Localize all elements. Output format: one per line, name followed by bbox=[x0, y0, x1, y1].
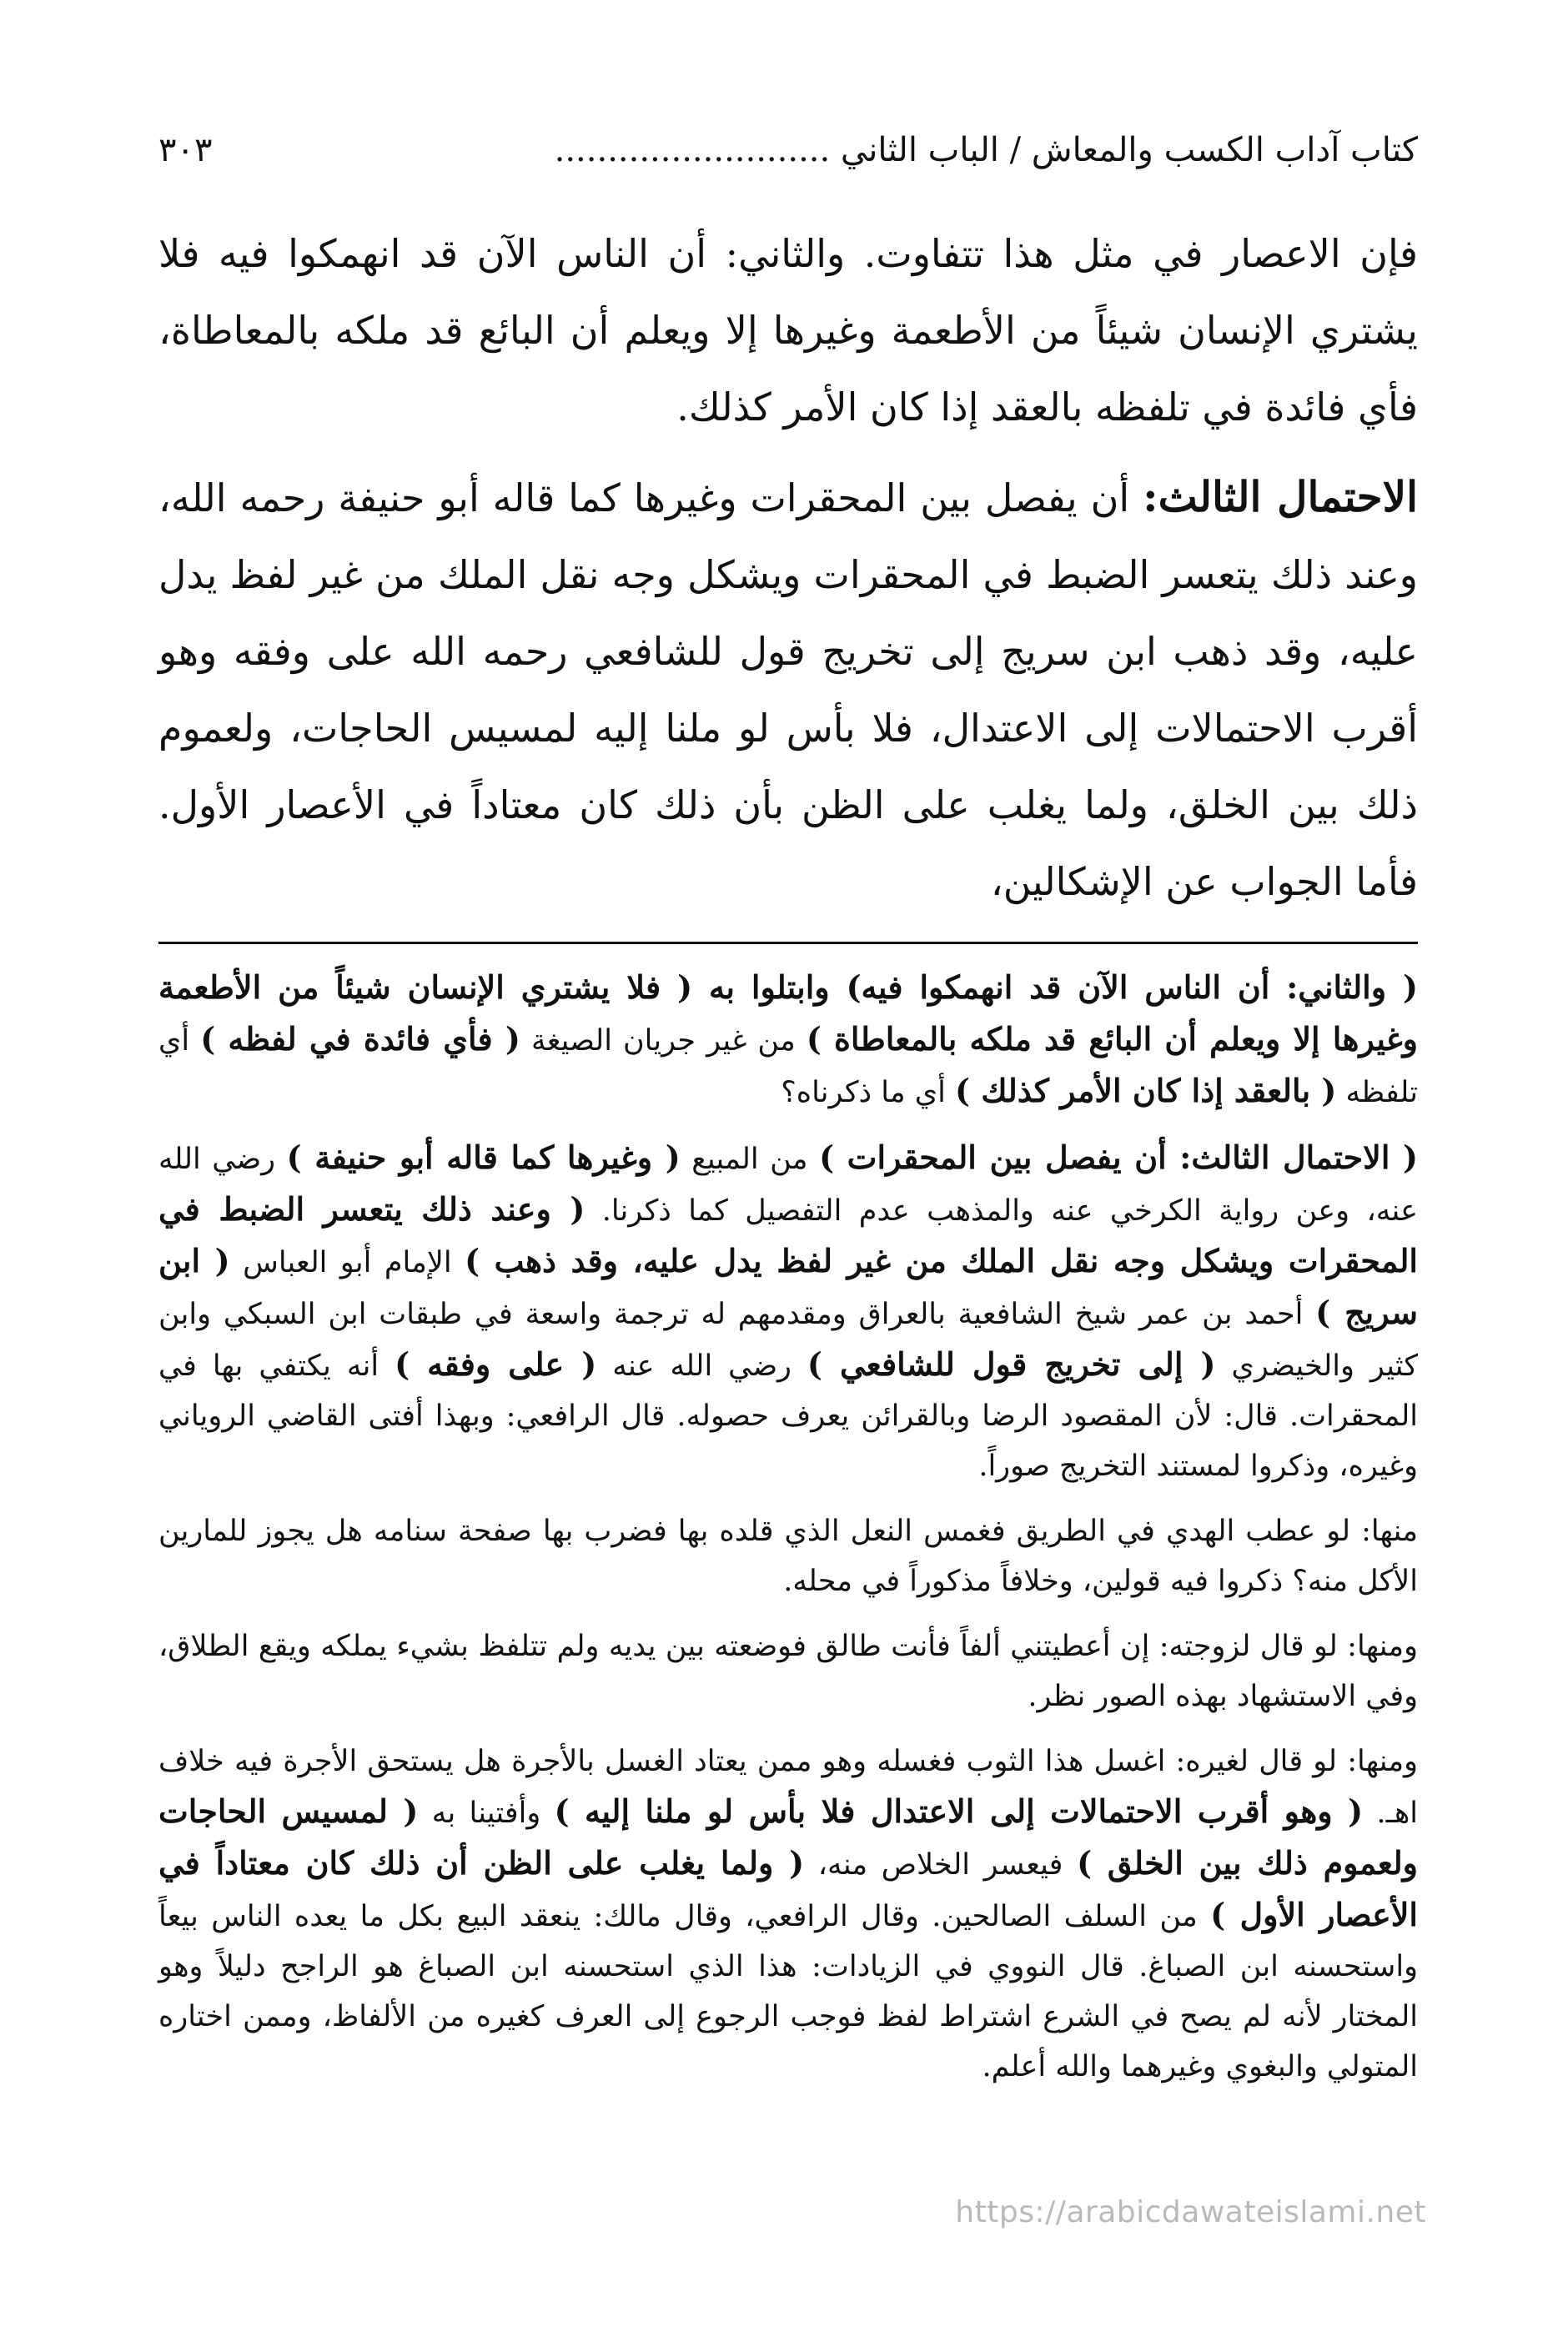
commentary-text: من المبيع bbox=[680, 1143, 820, 1176]
main-paragraph bbox=[158, 459, 1418, 920]
quoted-text: ( والثاني: أن الناس الآن قد انهمكوا فيه) وابتلوا به bbox=[692, 968, 1418, 1006]
quoted-text: ( فلا يشتري الإنسان شيئاً من الأطعمة وغيرها إلا ويعلم أن البائع قد ملكه بالمعاطاة ) bbox=[158, 968, 1419, 1058]
footnote-paragraph bbox=[158, 1736, 1418, 2092]
quoted-text: ( على وفقه ) bbox=[395, 1345, 597, 1383]
footnote-paragraph bbox=[158, 1133, 1418, 1491]
page-number: ٣٠٣ bbox=[158, 131, 213, 169]
quoted-text: ( ابن سريج ) bbox=[158, 1242, 1418, 1331]
book-page bbox=[158, 125, 1418, 2092]
commentary-text: الإمام أبو العباس bbox=[229, 1246, 465, 1279]
commentary-text: وأفتينا به bbox=[418, 1797, 555, 1830]
footnote-paragraph: ومنها: لو قال لزوجته: إن أعطيتني ألفاً فأنت طالق فوضعته بين يديه ولم تتلفظ بشيء يملكه ويقع الطلاق، وفي الاستشهاد بهذه الصور نظر. bbox=[158, 1630, 1418, 1713]
commentary-text: رضي الله عنه bbox=[596, 1349, 807, 1383]
main-text bbox=[158, 215, 1418, 920]
paragraph-text: أن يفصل بين المحقرات وغيرها كما قاله أبو حنيفة رحمه الله، وعند ذلك يتعسر الضبط في المحقرات ويشكل وجه نقل الملك من غير لفظ يدل عليه، وقد ذهب ابن سريج إلى تخريج قول للشافعي رحمه الله على وفقه وهو أقرب الاحتمالات إلى الاعتدال، فلا بأس لو ملنا إليه لمسيس الحاجات، ولعموم ذلك بين الخلق، ولما يغلب على الظن بأن ذلك كان معتاداً في الأعصار الأول. فأما الجواب عن الإشكالين، bbox=[158, 475, 1418, 904]
quoted-text: ( وعند ذلك يتعسر الضبط في المحقرات ويشكل وجه نقل الملك من غير لفظ يدل عليه، وقد ذهب ) bbox=[158, 1190, 1418, 1279]
quoted-text: ( لمسيس الحاجات ولعموم ذلك بين الخلق ) bbox=[158, 1792, 1418, 1882]
quoted-text: ( وغيرها كما قاله أبو حنيفة ) bbox=[286, 1138, 681, 1176]
footnote-divider bbox=[158, 942, 1418, 944]
running-header bbox=[158, 125, 1418, 175]
section-term: الاحتمال الثالث: bbox=[1143, 472, 1418, 521]
commentary-text: ومنها: لو قال لغيره: اغسل هذا الثوب فغسله وهو ممن يعتاد الغسل بالأجرة هل يستحق الأجرة فيه خلاف اهـ. bbox=[158, 1745, 1419, 1830]
quoted-text: ( وهو أقرب الاحتمالات إلى الاعتدال فلا بأس لو ملنا إليه ) bbox=[554, 1792, 1364, 1830]
watermark-url: https://arabicdawateislami.net bbox=[955, 2195, 1426, 2229]
footnote-paragraph: منها: لو عطب الهدي في الطريق فغمس النعل الذي قلده بها فضرب بها صفحة سنامه هل يجوز للمارين الأكل منه؟ ذكروا فيه قولين، وخلافاً مذكوراً في محله. bbox=[158, 1515, 1418, 1598]
commentary-text: من السلف الصالحين. وقال الرافعي، وقال مالك: ينعقد البيع بكل ما يعده الناس بيعاً واستحسنه ابن الصباغ. قال النووي في الزيادات: هذا الذي استحسنه ابن الصباغ هو الراجح دليلاً وهو المختار لأنه لم يصح في الشرع اشتراط لفظ فوجب الرجوع إلى العرف كغيره من الألفاظ، وممن اختاره المتولي والبغوي وغيرهما والله أعلم. bbox=[158, 1900, 1418, 2083]
commentary-text: أنه يكتفي بها في المحقرات. قال: لأن المقصود الرضا وبالقرائن يعرف حصوله. قال الرافعي: وبهذا أفتى القاضي الروياني وغيره، وذكروا لمستند التخريج صوراً. bbox=[158, 1349, 1418, 1483]
running-header-title: كتاب آداب الكسب والمعاش / الباب الثاني .......................... bbox=[554, 131, 1418, 169]
commentary-text: أي ما ذكرناه؟ bbox=[781, 1076, 955, 1109]
main-paragraph: فإن الاعصار في مثل هذا تتفاوت. والثاني: أن الناس الآن قد انهمكوا فيه فلا يشتري الإنسان شيئاً من الأطعمة وغيرها إلا ويعلم أن البائع قد ملكه بالمعاطاة، فأي فائدة في تلفظه بالعقد إذا كان الأمر كذلك. bbox=[158, 231, 1418, 430]
commentary-text: أي تلفظه bbox=[158, 1024, 1418, 1109]
footnote-paragraph bbox=[158, 962, 1418, 1118]
quoted-text: ( إلى تخريج قول للشافعي ) bbox=[807, 1345, 1216, 1383]
commentary-text: فيعسر الخلاص منه، bbox=[804, 1848, 1078, 1882]
commentary-text: من غير جريان الصيغة bbox=[520, 1024, 807, 1058]
commentary-text: أحمد بن عمر شيخ الشافعية بالعراق ومقدمهم له ترجمة واسعة في طبقات ابن السبكي وابن كثير والخيضري bbox=[158, 1298, 1418, 1383]
quoted-text: ( ولما يغلب على الظن أن ذلك كان معتاداً في الأعصار الأول ) bbox=[158, 1844, 1418, 1933]
quoted-text: ( بالعقد إذا كان الأمر كذلك ) bbox=[954, 1072, 1337, 1109]
quoted-text: ( الاحتمال الثالث: أن يفصل بين المحقرات ) bbox=[819, 1138, 1418, 1176]
commentary-text: رضي الله عنه، وعن رواية الكرخي عنه والمذهب عدم التفصيل كما ذكرنا. bbox=[158, 1143, 1418, 1228]
commentary-footnotes bbox=[158, 962, 1418, 2092]
quoted-text: ( فأي فائدة في لفظه ) bbox=[200, 1020, 520, 1058]
